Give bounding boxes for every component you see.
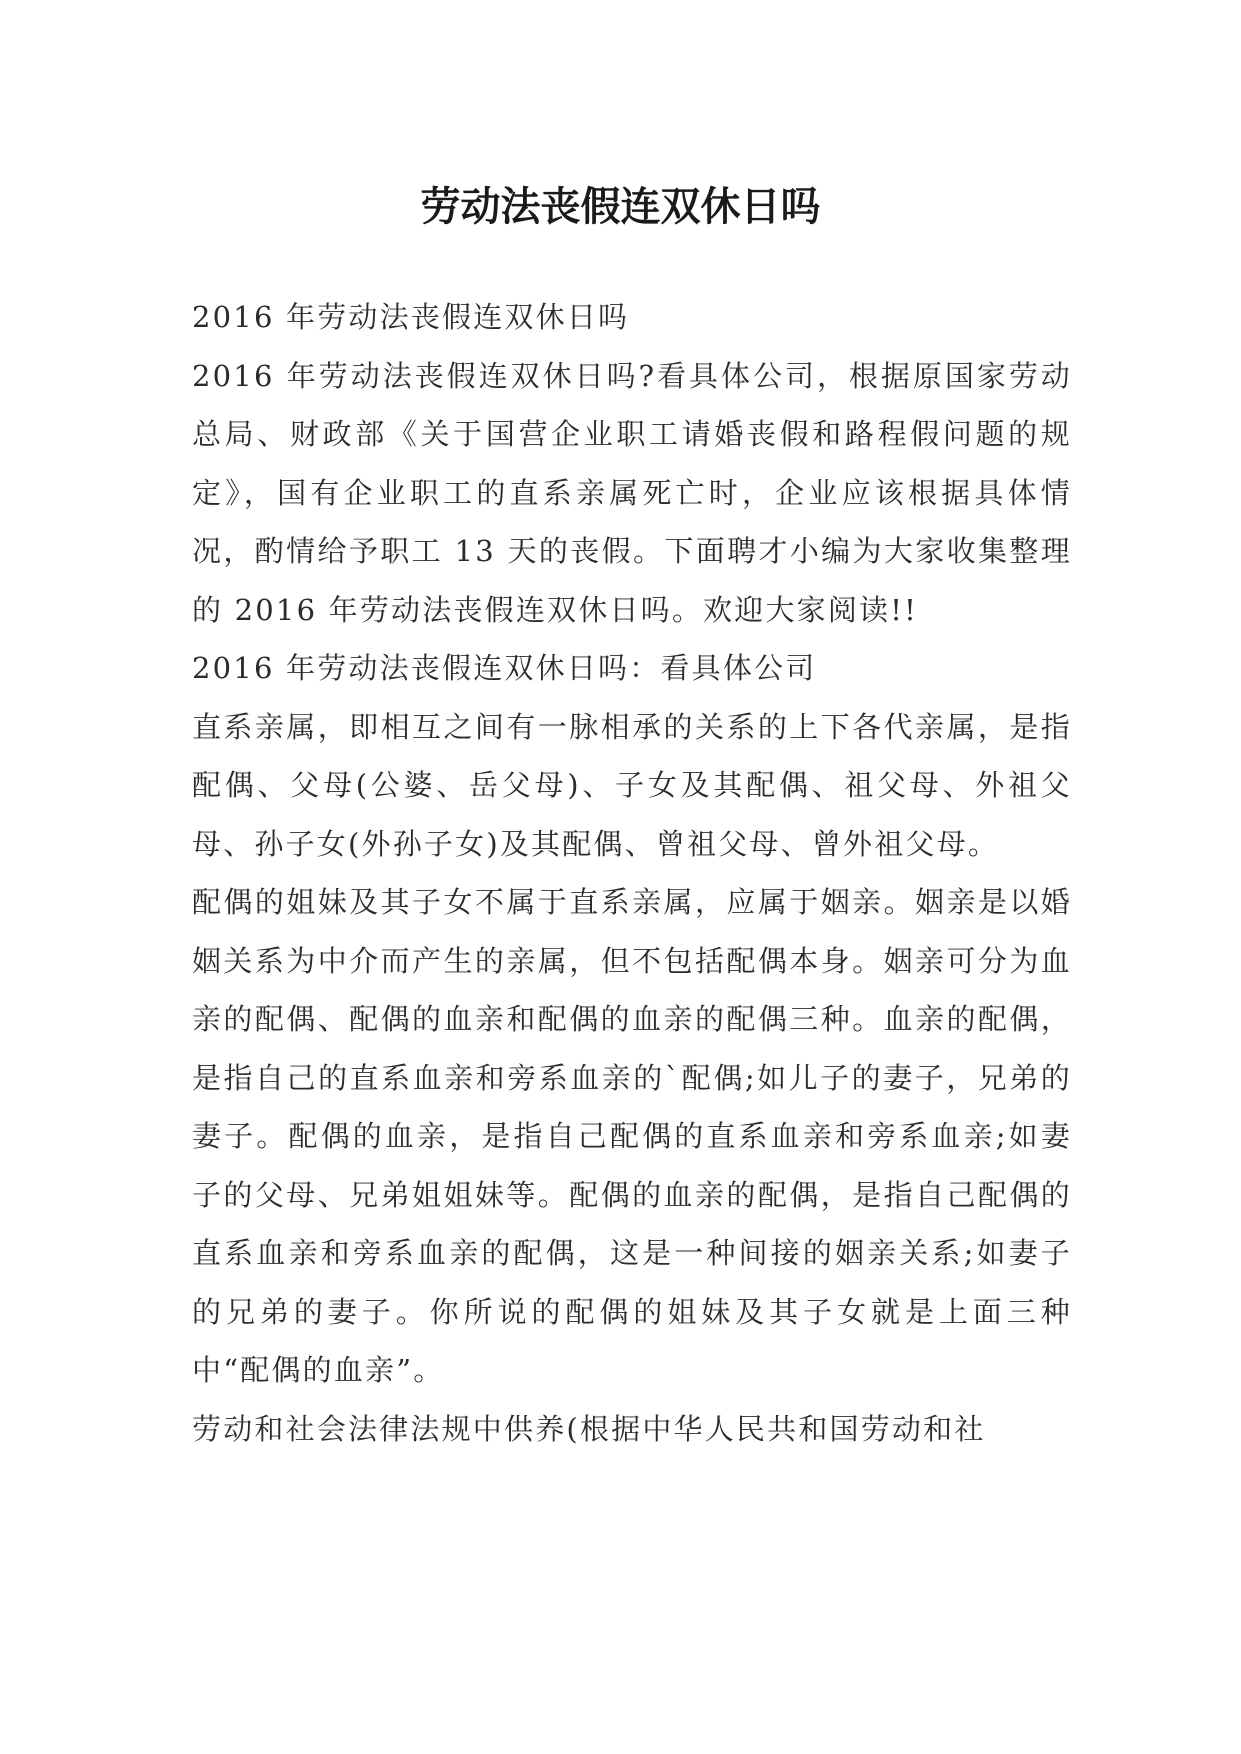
document-body bbox=[192, 288, 1072, 1458]
paragraph-direct-relatives: 直系亲属，即相互之间有一脉相承的关系的上下各代亲属，是指配偶、父母(公婆、岳父母)、子女及其配偶、祖父母、外祖父母、孙子女(外孙子女)及其配偶、曾祖父母、曾外祖父母。 bbox=[192, 709, 1072, 861]
paragraph-subtitle: 2016 年劳动法丧假连双休日吗 bbox=[192, 300, 630, 334]
document-title: 劳动法丧假连双休日吗 bbox=[420, 182, 821, 230]
paragraph-intro: 2016 年劳动法丧假连双休日吗?看具体公司，根据原国家劳动总局、财政部《关于国营企业职工请婚丧假和路程假问题的规定》，国有企业职工的直系亲属死亡时，企业应该根据具体情况，酌情给予职工 13 天的丧假。下面聘才小编为大家收集整理的 2016 年劳动法丧假连双休日吗。欢迎大家阅读!! bbox=[192, 358, 1072, 627]
paragraph-in-laws: 配偶的姐妹及其子女不属于直系亲属，应属于姻亲。姻亲是以婚姻关系为中介而产生的亲属，但不包括配偶本身。姻亲可分为血亲的配偶、配偶的血亲和配偶的血亲的配偶三种。血亲的配偶，是指自己的直系血亲和旁系血亲的`配偶;如儿子的妻子，兄弟的妻子。配偶的血亲，是指自己配偶的直系血亲和旁系血亲;如妻子的父母、兄弟姐姐妹等。配偶的血亲的配偶，是指自己配偶的直系血亲和旁系血亲的配偶，这是一种间接的姻亲关系;如妻子的兄弟的妻子。你所说的配偶的姐妹及其子女就是上面三种中“配偶的血亲”。 bbox=[192, 885, 1072, 1387]
paragraph-labor-law: 劳动和社会法律法规中供养(根据中华人民共和国劳动和社 bbox=[192, 1411, 986, 1446]
paragraph-section-heading: 2016 年劳动法丧假连双休日吗：看具体公司 bbox=[192, 651, 817, 685]
